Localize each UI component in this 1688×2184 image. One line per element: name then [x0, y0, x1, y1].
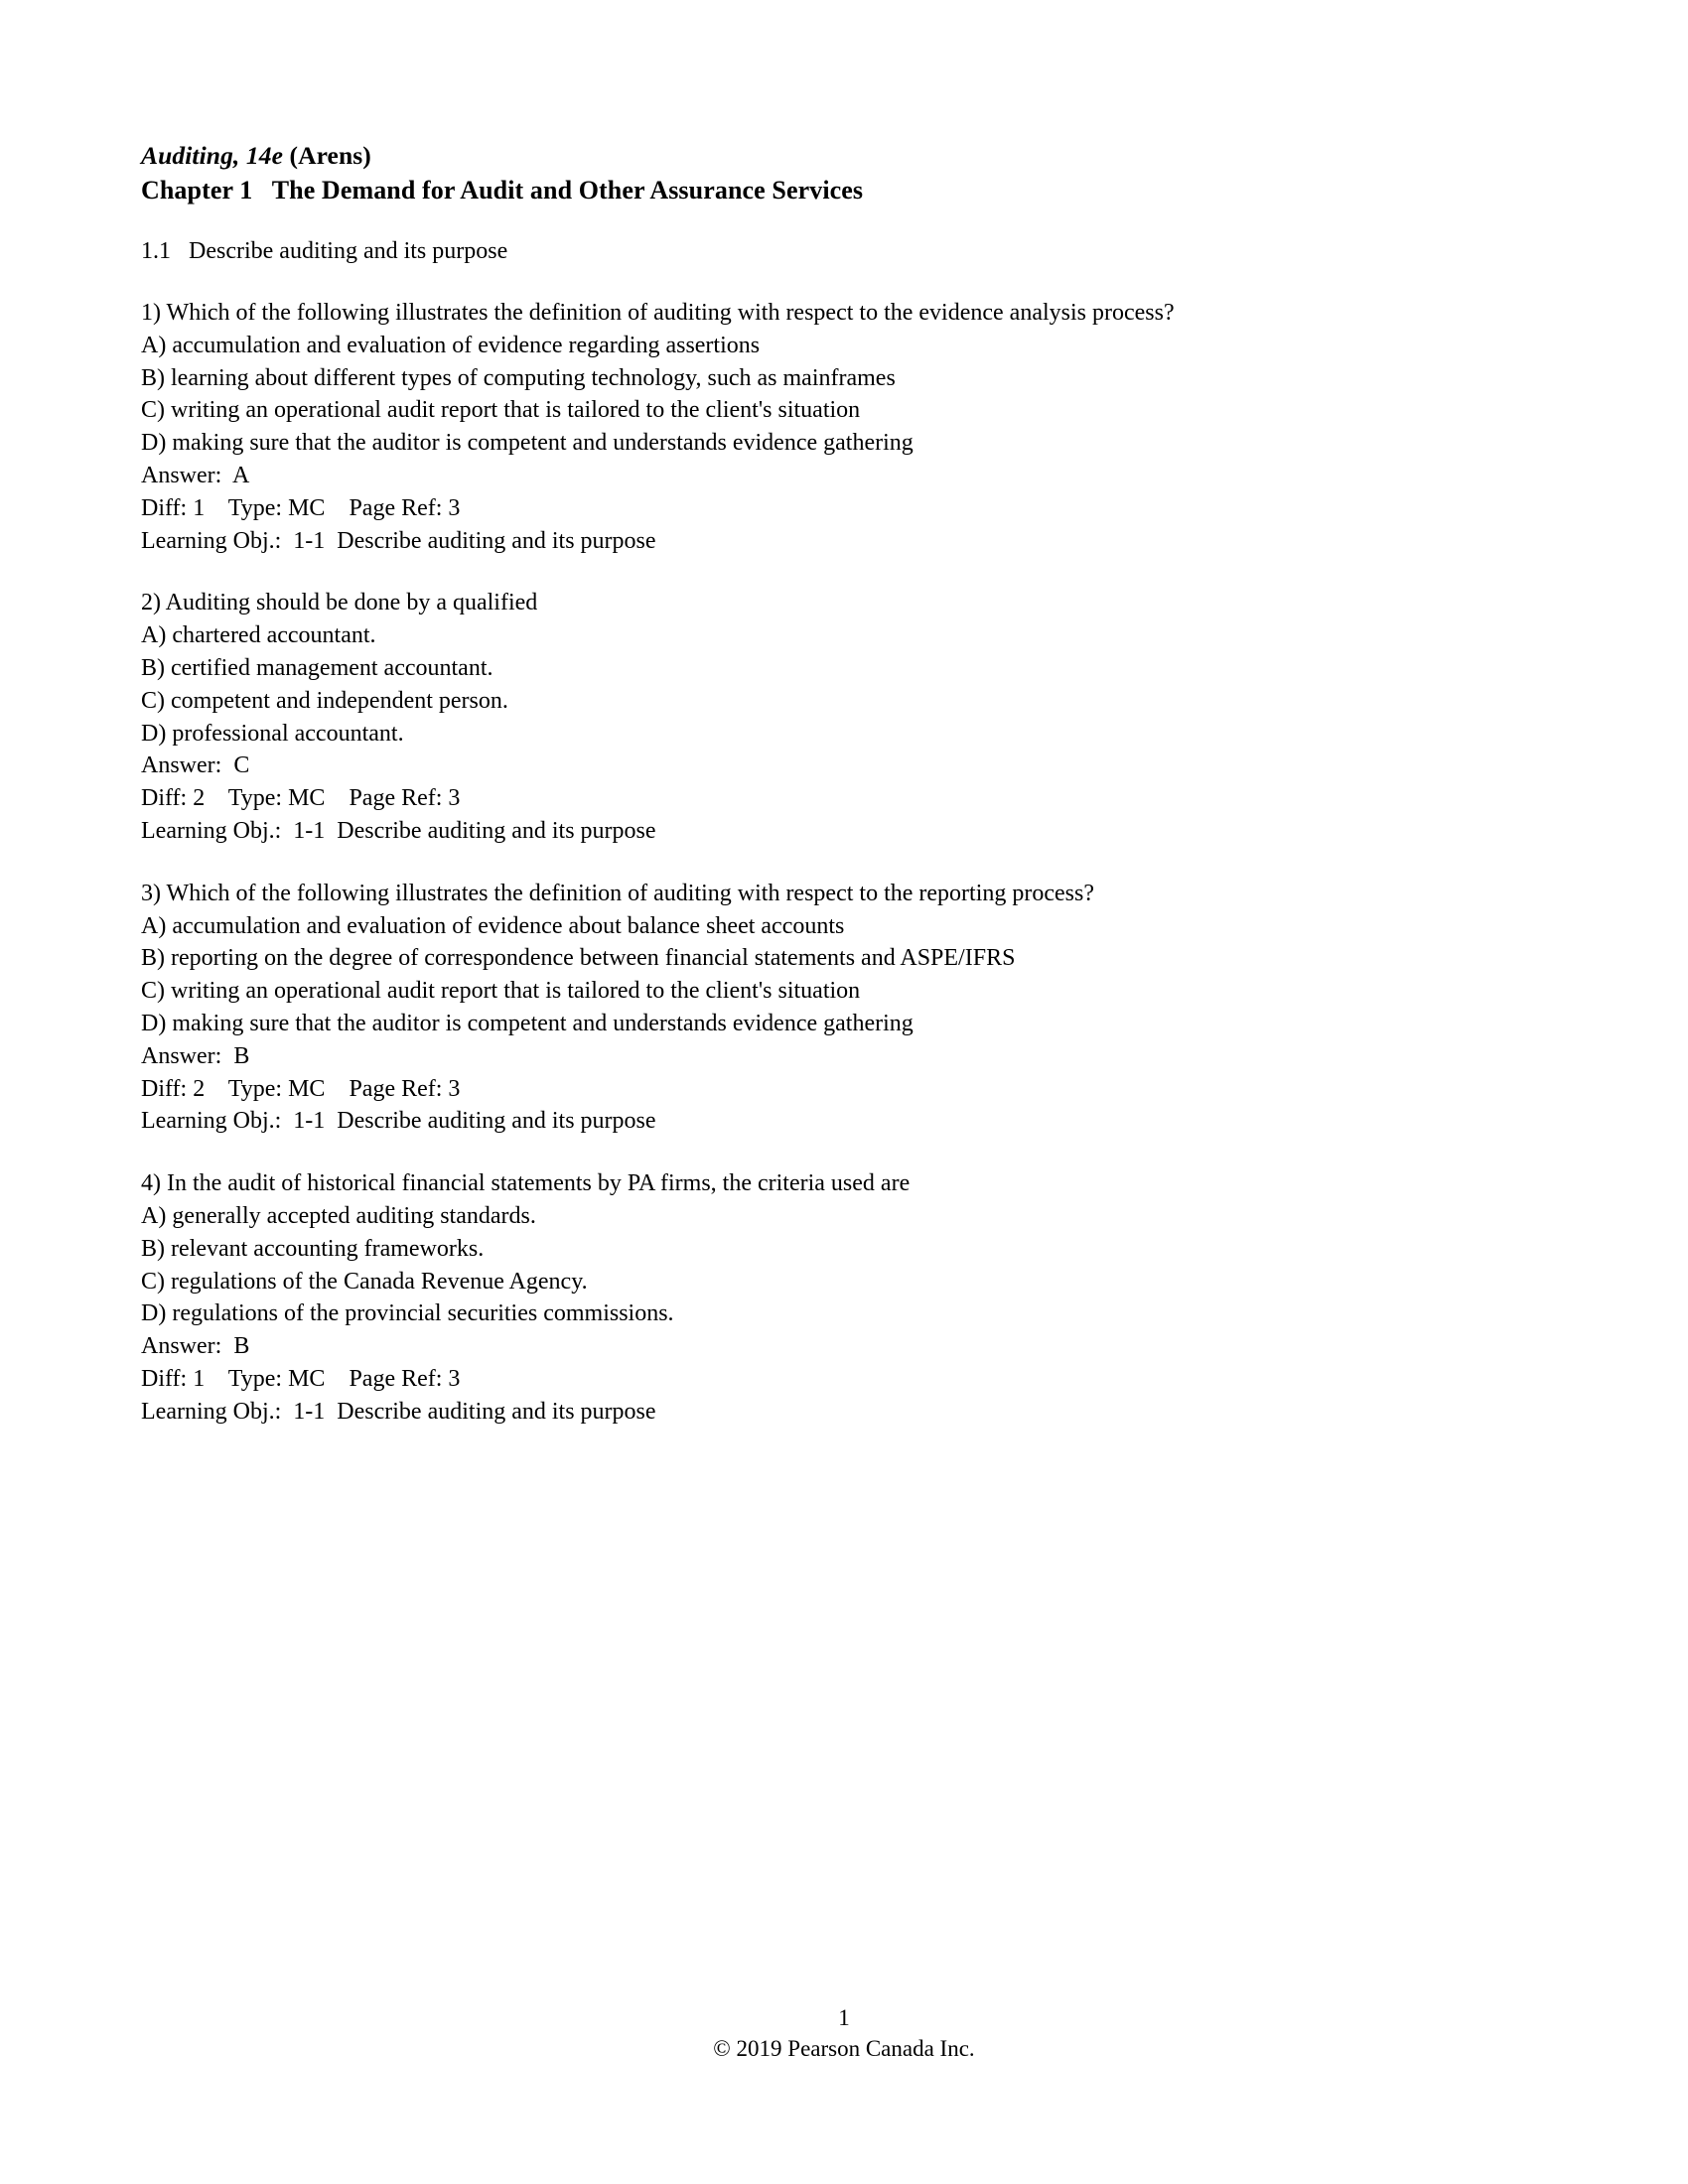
question-option-b: B) certified management accountant. — [141, 654, 493, 681]
section-heading: 1.1 Describe auditing and its purpose — [141, 238, 508, 264]
question-option-a: A) accumulation and evaluation of evidence about balance sheet accounts — [141, 912, 845, 939]
question-option-d: D) making sure that the auditor is competent and understands evidence gathering — [141, 430, 914, 457]
question-learning-objective: Learning Obj.: 1-1 Describe auditing and its purpose — [141, 1108, 656, 1135]
question-option-b: B) learning about different types of computing technology, such as mainframes — [141, 364, 896, 391]
question-stem: 1) Which of the following illustrates the definition of auditing with respect to the evidence analysis process? — [141, 300, 1175, 326]
question-stem: 2) Auditing should be done by a qualified — [141, 590, 538, 616]
question-option-a: A) chartered accountant. — [141, 622, 376, 649]
question-stem: 4) In the audit of historical financial statements by PA firms, the criteria used are — [141, 1170, 911, 1197]
question-option-c: C) writing an operational audit report that is tailored to the client's situation — [141, 978, 861, 1005]
question-option-c: C) competent and independent person. — [141, 687, 508, 714]
question-block — [141, 297, 1293, 557]
question-metadata: Diff: 1 Type: MC Page Ref: 3 — [141, 1365, 461, 1392]
question-answer: Answer: B — [141, 1042, 250, 1069]
question-learning-objective: Learning Obj.: 1-1 Describe auditing and its purpose — [141, 527, 656, 554]
question-option-b: B) reporting on the degree of correspondence between financial statements and ASPE/IFRS — [141, 945, 1016, 972]
question-option-d: D) professional accountant. — [141, 720, 404, 747]
page-footer — [0, 2003, 1688, 2064]
question-block — [141, 587, 1293, 847]
question-metadata: Diff: 2 Type: MC Page Ref: 3 — [141, 785, 461, 812]
question-option-c: C) writing an operational audit report that is tailored to the client's situation — [141, 397, 861, 424]
question-block — [141, 1167, 1293, 1428]
chapter-heading: Chapter 1 The Demand for Audit and Other Assurance Services — [141, 176, 864, 205]
question-option-d: D) regulations of the provincial securities commissions. — [141, 1300, 674, 1327]
question-answer: Answer: A — [141, 462, 250, 488]
question-block — [141, 878, 1293, 1138]
question-answer: Answer: B — [141, 1333, 250, 1360]
question-answer: Answer: C — [141, 752, 250, 779]
document-body — [141, 139, 1293, 1429]
book-title — [141, 139, 1293, 173]
question-option-a: A) generally accepted auditing standards. — [141, 1202, 536, 1229]
question-option-d: D) making sure that the auditor is competent and understands evidence gathering — [141, 1010, 914, 1036]
question-learning-objective: Learning Obj.: 1-1 Describe auditing and its purpose — [141, 817, 656, 844]
question-learning-objective: Learning Obj.: 1-1 Describe auditing and its purpose — [141, 1398, 656, 1425]
book-title-italic: Auditing, 14e — [141, 141, 283, 170]
question-metadata: Diff: 2 Type: MC Page Ref: 3 — [141, 1075, 461, 1102]
question-option-c: C) regulations of the Canada Revenue Agency. — [141, 1268, 588, 1295]
book-author: (Arens) — [283, 141, 371, 170]
question-metadata: Diff: 1 Type: MC Page Ref: 3 — [141, 494, 461, 521]
question-option-a: A) accumulation and evaluation of evidence regarding assertions — [141, 332, 761, 358]
page-number: 1 — [838, 2005, 850, 2030]
question-stem: 3) Which of the following illustrates the definition of auditing with respect to the reporting process? — [141, 880, 1094, 906]
question-option-b: B) relevant accounting frameworks. — [141, 1235, 485, 1262]
copyright-notice: © 2019 Pearson Canada Inc. — [713, 2036, 975, 2061]
